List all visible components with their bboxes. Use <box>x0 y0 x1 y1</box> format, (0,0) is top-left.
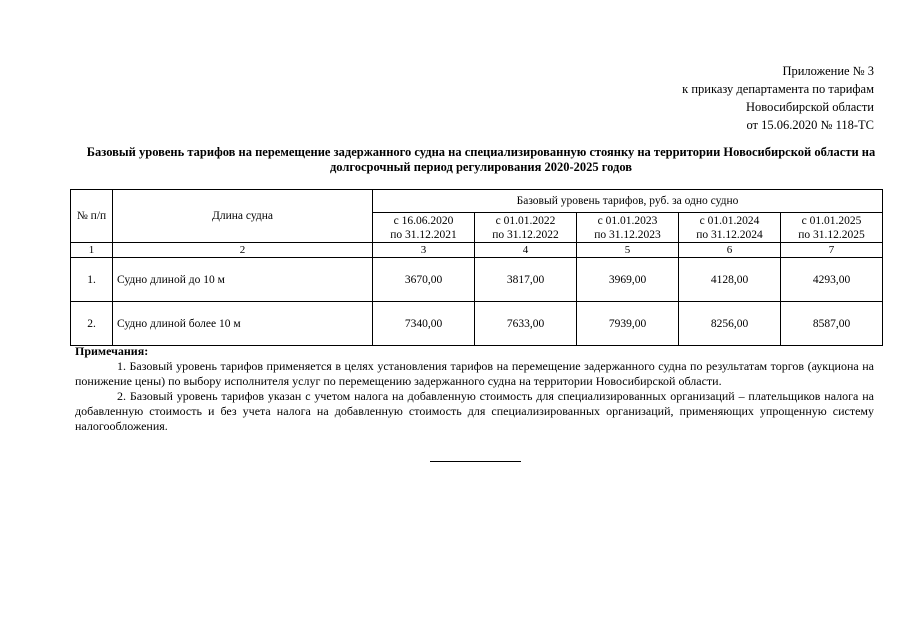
tariff-value: 3969,00 <box>577 258 679 302</box>
document-title: Базовый уровень тарифов на перемещение задержанного судна на специализированную стоянку на территории Новосибирской области на долгосрочный период регулирования 2020-2025 годов <box>86 145 876 174</box>
row-number: 2. <box>71 302 113 346</box>
tariff-value: 4128,00 <box>679 258 781 302</box>
tariff-value: 4293,00 <box>781 258 883 302</box>
tariff-value: 7939,00 <box>577 302 679 346</box>
row-vessel-length: Судно длиной до 10 м <box>113 258 373 302</box>
header-period: с 16.06.2020 по 31.12.2021 <box>373 213 475 243</box>
tariff-table <box>70 189 883 346</box>
row-vessel-length: Судно длиной более 10 м <box>113 302 373 346</box>
tariff-value: 7340,00 <box>373 302 475 346</box>
note-item: 2. Базовый уровень тарифов указан с учетом налога на добавленную стоимость для специализированных организаций – плательщиков налога на добавленную стоимость и без учета налога на добавленную стоимость для специализированных организаций, применяющих упрощенную систему налогообложения. <box>75 389 874 433</box>
header-period: с 01.01.2023 по 31.12.2023 <box>577 213 679 243</box>
end-divider-line <box>430 461 521 462</box>
tariff-value: 3670,00 <box>373 258 475 302</box>
column-index: 4 <box>475 243 577 258</box>
column-index: 1 <box>71 243 113 258</box>
table-row <box>71 302 883 346</box>
header-vessel-length: Длина судна <box>113 190 373 243</box>
column-index: 6 <box>679 243 781 258</box>
header-number: № п/п <box>71 190 113 243</box>
column-index: 7 <box>781 243 883 258</box>
notes-heading: Примечания: <box>75 344 149 358</box>
note-item: 1. Базовый уровень тарифов применяется в целях установления тарифов на перемещение задержанного судна по результатам торгов (аукциона на понижение цены) по выбору исполнителя услуг по перемещению задержанного судна на территории Новосибирской области. <box>75 359 874 388</box>
header-tariff-group: Базовый уровень тарифов, руб. за одно судно <box>373 190 883 213</box>
column-index-row <box>71 243 883 258</box>
column-index: 2 <box>113 243 373 258</box>
tariff-value: 3817,00 <box>475 258 577 302</box>
annex-line: к приказу департамента по тарифам <box>682 82 874 96</box>
table-row <box>71 258 883 302</box>
row-number: 1. <box>71 258 113 302</box>
header-period: с 01.01.2022 по 31.12.2022 <box>475 213 577 243</box>
column-index: 3 <box>373 243 475 258</box>
table-header-row <box>71 190 883 213</box>
annex-line: от 15.06.2020 № 118-ТС <box>746 118 874 132</box>
column-index: 5 <box>577 243 679 258</box>
notes-section <box>75 344 874 434</box>
header-period: с 01.01.2024 по 31.12.2024 <box>679 213 781 243</box>
tariff-value: 8256,00 <box>679 302 781 346</box>
annex-header <box>682 62 874 134</box>
header-period: с 01.01.2025 по 31.12.2025 <box>781 213 883 243</box>
tariff-value: 7633,00 <box>475 302 577 346</box>
annex-line: Приложение № 3 <box>782 64 874 78</box>
annex-line: Новосибирской области <box>745 100 874 114</box>
tariff-value: 8587,00 <box>781 302 883 346</box>
